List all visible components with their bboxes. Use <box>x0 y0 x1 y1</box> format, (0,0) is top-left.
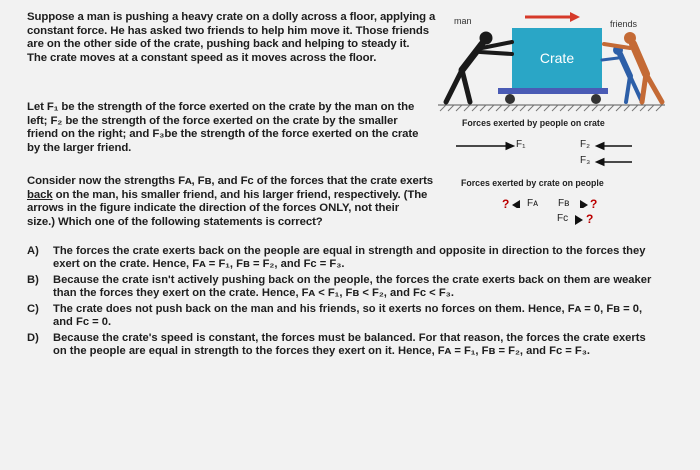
option-a[interactable] <box>27 245 677 271</box>
text-line: constant force. He has asked two friends to help him move it. Those friends <box>27 24 430 37</box>
fc-symbol: Fc <box>557 213 569 224</box>
option-c[interactable] <box>27 303 677 329</box>
dolly <box>498 88 608 104</box>
crate-label: Crate <box>539 50 575 66</box>
motion-arrow <box>525 12 580 22</box>
man-label: man <box>454 16 472 26</box>
option-label: A) <box>27 245 39 257</box>
unknown-fa-marker: ? <box>502 197 510 211</box>
text-line: The crate moves at a constant speed as it moves across the floor. <box>27 51 377 64</box>
fb-symbol: Fʙ <box>558 198 570 209</box>
emphasis-back: back <box>27 188 53 201</box>
scenario-paragraph <box>27 11 437 65</box>
text-line: Let F₁ be the strength of the force exerted on the crate by the man on the <box>27 101 415 113</box>
text-line: friend on the right; and F₃be the strength of the force exerted on the crate <box>27 128 419 141</box>
floor <box>438 105 665 111</box>
f1-symbol: F₁ <box>516 139 526 150</box>
forces-by-people-label: Forces exerted by people on crate <box>462 118 605 128</box>
answer-options <box>27 245 677 361</box>
option-text: The crate does not push back on the man and his friends, so it exerts no forces on them. Hence, Fᴀ = 0, Fʙ = 0, <box>53 303 643 315</box>
option-text: The forces the crate exerts back on the people are equal in strength and opposite in direction to the forces they <box>53 245 646 257</box>
text-line: size.) Which one of the following statements is correct? <box>27 215 323 228</box>
option-label: C) <box>27 303 39 315</box>
friends-label: friends <box>610 19 638 29</box>
f3-symbol: F₃ <box>580 155 591 166</box>
f2-symbol: F₂ <box>580 139 590 150</box>
force-arrows-on-crate <box>456 143 632 166</box>
text-line: Consider now the strengths Fᴀ, Fʙ, and Fc of the forces that the crate exerts <box>27 175 434 187</box>
option-text: Because the crate's speed is constant, the forces must be balanced. For that reason, the forces the crate exerts <box>53 332 646 344</box>
forces-by-crate-label: Forces exerted by crate on people <box>461 178 604 188</box>
option-text: than the forces they exert on the crate. Hence, Fᴀ < F₁, Fʙ < F₂, and Fc < F₃. <box>53 287 454 299</box>
unknown-fc-marker: ? <box>586 212 594 226</box>
option-label: D) <box>27 332 39 344</box>
option-text: on the people are equal in strength to the forces they exert on it. Hence, Fᴀ = F₁, Fʙ = F₂, and Fc = F₃. <box>53 345 591 357</box>
text-line: Suppose a man is pushing a heavy crate on a dolly across a floor, applying a <box>27 11 436 23</box>
option-text: exert on the crate. Hence, Fᴀ = F₁, Fʙ = F₂, and Fc = F₃. <box>53 258 345 270</box>
text-line: by the larger friend. <box>27 141 132 154</box>
definitions-paragraph <box>27 101 437 155</box>
larger-friend-figure <box>604 32 662 102</box>
text-line: are on the other side of the crate, pushing back and helping to steady it. <box>27 38 410 51</box>
force-arrows-on-people <box>512 200 588 208</box>
crate-figure <box>430 8 700 211</box>
text-line: arrows in the figure indicate the direction of the forces ONLY, not their <box>27 202 400 215</box>
option-text: and Fc = 0. <box>53 316 112 328</box>
text-line: left; F₂ be the strength of the force exerted on the crate by the smaller <box>27 114 398 127</box>
crate <box>512 28 602 88</box>
text-fragment: on the man, his smaller friend, and his larger friend, respectively. (The <box>52 188 428 201</box>
option-b[interactable] <box>27 274 677 300</box>
unknown-fb-marker: ? <box>590 197 598 211</box>
option-d[interactable] <box>27 332 677 358</box>
fa-symbol: Fᴀ <box>527 198 539 209</box>
question-paragraph <box>27 175 437 229</box>
option-label: B) <box>27 274 39 286</box>
text-line <box>27 189 437 203</box>
option-text: Because the crate isn't actively pushing back on the people, the forces the crate exerts back on them are weaker <box>53 274 652 286</box>
fc-arrow <box>574 214 584 226</box>
